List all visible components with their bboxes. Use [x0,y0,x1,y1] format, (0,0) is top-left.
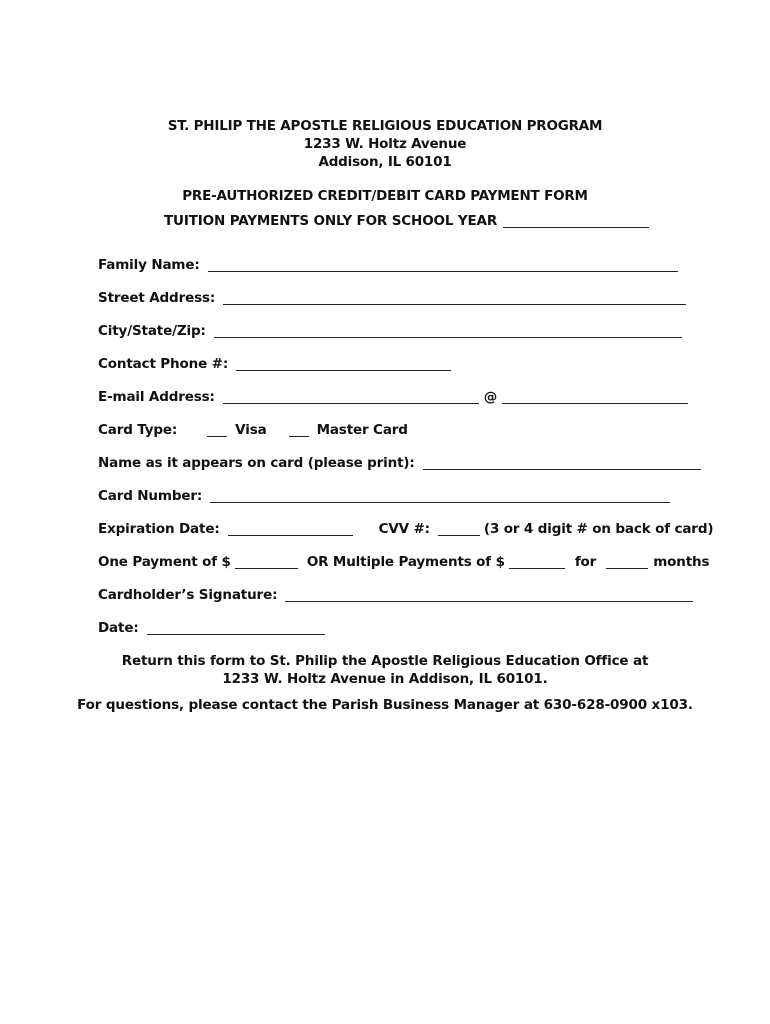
family-name-label: Family Name: [98,257,200,273]
family-name-row [98,257,678,273]
card-type-row [98,422,408,438]
cvv-field[interactable] [438,522,480,536]
org-city: Addison, IL 60101 [318,154,452,170]
signature-row [98,587,693,603]
name-on-card-label: Name as it appears on card (please print): [98,455,415,471]
signature-field[interactable] [285,588,693,602]
form-title: PRE-AUTHORIZED CREDIT/DEBIT CARD PAYMENT FORM [182,188,588,204]
cvv-label: CVV #: [378,521,430,537]
email-label: E-mail Address: [98,389,215,405]
master-card-label: Master Card [316,422,408,438]
school-year-label: TUITION PAYMENTS ONLY FOR SCHOOL YEAR [164,213,498,229]
email-user-field[interactable] [223,390,479,404]
org-name: ST. PHILIP THE APOSTLE RELIGIOUS EDUCATION PROGRAM [167,118,603,134]
name-on-card-field[interactable] [423,456,701,470]
city-state-zip-field[interactable] [214,324,682,338]
family-name-field[interactable] [208,258,678,272]
multiple-payments-label: OR Multiple Payments of $ [306,554,505,570]
card-type-label: Card Type: [98,422,178,438]
city-state-zip-row [98,323,682,339]
card-number-label: Card Number: [98,488,203,504]
email-at-sign: @ [483,389,498,405]
one-payment-label: One Payment of $ [98,554,231,570]
card-number-row [98,488,670,504]
visa-label: Visa [235,422,267,438]
school-year-row [164,213,649,229]
street-address-row [98,290,686,306]
card-number-field[interactable] [210,489,670,503]
master-card-checkbox[interactable] [289,423,309,437]
payment-row [98,554,709,570]
date-field[interactable] [147,621,325,635]
date-label: Date: [98,620,139,636]
expiration-cvv-row [98,521,713,537]
visa-checkbox[interactable] [207,423,227,437]
contact-phone-row [98,356,451,372]
expiration-date-label: Expiration Date: [98,521,220,537]
email-domain-field[interactable] [502,390,688,404]
cvv-note: (3 or 4 digit # on back of card) [483,521,714,537]
questions-contact: For questions, please contact the Parish Business Manager at 630-628-0900 x103. [77,697,693,713]
street-address-label: Street Address: [98,290,216,306]
expiration-date-field[interactable] [228,522,353,536]
return-instructions-line1: Return this form to St. Philip the Apostle Religious Education Office at [121,653,649,669]
one-payment-amount-field[interactable] [235,555,298,569]
date-row [98,620,325,636]
school-year-field[interactable] [503,214,649,228]
org-street: 1233 W. Holtz Avenue [303,136,467,152]
street-address-field[interactable] [223,291,686,305]
multiple-payment-amount-field[interactable] [509,555,565,569]
city-state-zip-label: City/State/Zip: [98,323,206,339]
email-row [98,389,688,405]
contact-phone-label: Contact Phone #: [98,356,229,372]
return-instructions-line2: 1233 W. Holtz Avenue in Addison, IL 60101. [222,671,548,687]
months-label: months [653,554,710,570]
signature-label: Cardholder’s Signature: [98,587,278,603]
months-count-field[interactable] [606,555,648,569]
contact-phone-field[interactable] [236,357,451,371]
for-label: for [574,554,597,570]
name-on-card-row [98,455,701,471]
